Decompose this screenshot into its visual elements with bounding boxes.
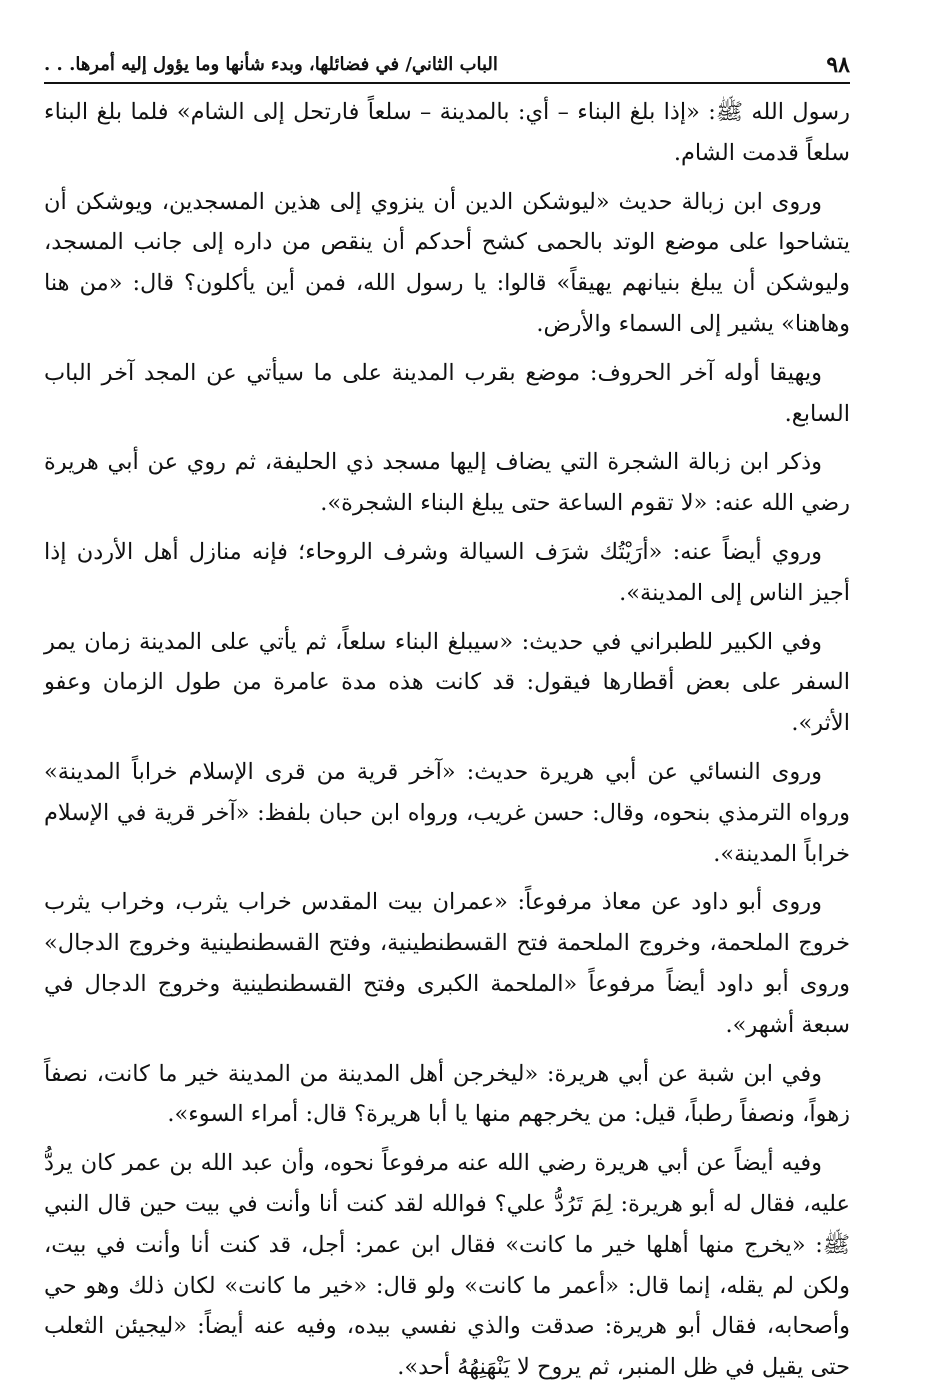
paragraph-4: وذكر ابن زبالة الشجرة التي يضاف إليها مسجد ذي الحليفة، ثم روي عن أبي هريرة رضي الله عنه: «لا تقوم الساعة حتى يبلغ البناء الشجرة». xyxy=(44,449,850,517)
running-header xyxy=(44,48,850,84)
chapter-title: الباب الثاني/ في فضائلها، وبدء شأنها وما يؤول إليه أمرها. . . xyxy=(44,54,498,75)
paragraph-1: رسول الله ﷺ: «إذا بلغ البناء – أي: بالمدينة – سلعاً فارتحل إلى الشام» فلما بلغ البناء سلعاً قدمت الشام. xyxy=(44,99,850,166)
paragraph-7: وروى النسائي عن أبي هريرة حديث: «آخر قرية من قرى الإسلام خراباً المدينة» ورواه الترمذي بنحوه، وقال: حسن غريب، ورواه ابن حبان بلفظ: «آخر قرية في الإسلام خراباً المدينة». xyxy=(44,758,850,867)
paragraph-3: ويهيقا أوله آخر الحروف: موضع بقرب المدينة على ما سيأتي عن المجد آخر الباب السابع. xyxy=(44,359,850,427)
paragraph-9: وفي ابن شبة عن أبي هريرة: «ليخرجن أهل المدينة من المدينة خير ما كانت، نصفاً زهواً، ونصفاً رطباً، قيل: من يخرجهم منها يا أبا هريرة؟ قال: أمراء السوء». xyxy=(44,1060,850,1128)
paragraph-10: وفيه أيضاً عن أبي هريرة رضي الله عنه مرفوعاً نحوه، وأن عبد الله بن عمر كان يردُّ عليه، فقال له أبو هريرة: لِمَ تَرُدُّ علي؟ فوالله لقد كنت أنا وأنت في بيت حين قال النبي ﷺ: «يخرج منها أهلها خير ما كانت» فقال ابن عمر: أجل، قد كنت أنا وأنت في بيت، ولكن لم يقله، إنما قال: «أعمر ما كانت» ولو قال: «خير ما كانت» لكان ذلك وهو حي وأصحابه، فقال أبو هريرة: صدقت والذي نفسي بيده، وفيه عنه أيضاً: «ليجيئن الثعلب حتى يقيل في ظل المنبر، ثم يروح لا يَنْهَنِهُهُ أحد». xyxy=(44,1150,850,1381)
body-text xyxy=(44,92,850,1388)
book-page xyxy=(44,48,850,1396)
paragraph-5: وروي أيضاً عنه: «أرَيْتُك شرَف السيالة وشرف الروحاء؛ فإنه منازل أهل الأردن إذا أجيز الناس إلى المدينة». xyxy=(44,538,850,606)
paragraph-2: وروى ابن زبالة حديث «ليوشكن الدين أن ينزوي إلى هذين المسجدين، ويوشكن أن يتشاحوا على موضع الوتد بالحمى كشح أحدكم أن ينقص من داره إلى جانب المسجد، وليوشكن أن يبلغ بنيانهم يهيقاً» قالوا: يا رسول الله، فمن أين يأكلون؟ قال: «من هنا وهاهنا» يشير إلى السماء والأرض. xyxy=(44,188,850,337)
paragraph-6: وفي الكبير للطبراني في حديث: «سيبلغ البناء سلعاً، ثم يأتي على المدينة زمان يمر السفر على بعض أقطارها فيقول: قد كانت هذه مدة عامرة من طول الزمان وعفو الأثر». xyxy=(44,628,850,737)
page-number: ٩٨ xyxy=(826,52,850,78)
paragraph-8: وروى أبو داود عن معاذ مرفوعاً: «عمران بيت المقدس خراب يثرب، وخراب يثرب خروج الملحمة، وخروج الملحمة فتح القسطنطينية، وفتح القسطنطينية وخروج الدجال» وروى أبو داود أيضاً مرفوعاً «الملحمة الكبرى وفتح القسطنطينية وخروج الدجال في سبعة أشهر». xyxy=(44,889,850,1038)
